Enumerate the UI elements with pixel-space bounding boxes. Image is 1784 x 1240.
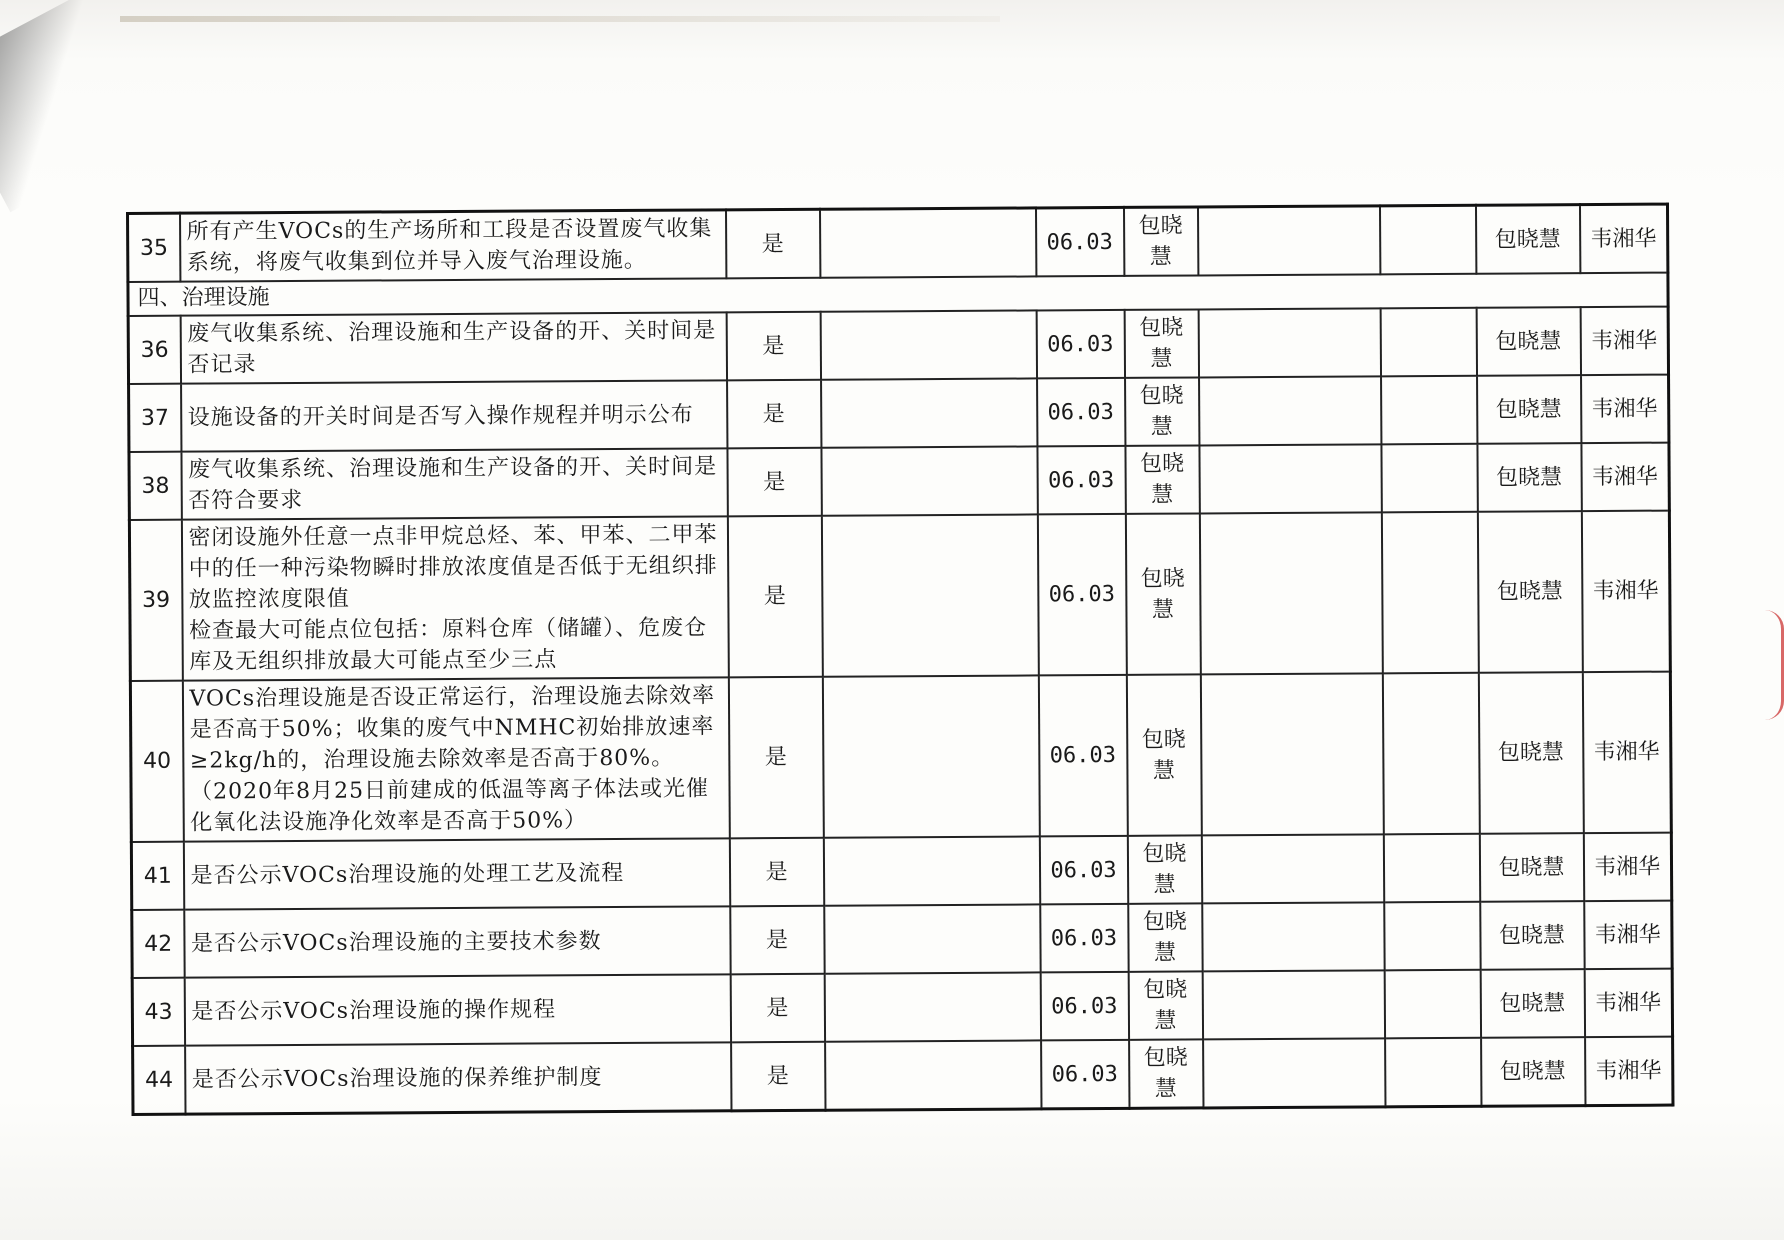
- empty-cell: [824, 904, 1040, 973]
- empty-cell: [819, 208, 1035, 278]
- table-row: [128, 204, 1668, 282]
- checklist-table-wrapper: [126, 203, 1674, 1116]
- check-result: 是: [730, 906, 824, 975]
- table-row: [131, 833, 1671, 910]
- empty-cell: [1383, 834, 1479, 903]
- check-date: 06.03: [1041, 1040, 1129, 1109]
- table-row: [132, 901, 1672, 978]
- checker-signature: 包晓慧: [1477, 375, 1581, 444]
- checker-signature: 包晓慧: [1476, 307, 1580, 376]
- checker-signature: 包晓慧: [1478, 672, 1583, 834]
- check-result: 是: [727, 516, 822, 678]
- row-number: 42: [132, 910, 184, 978]
- checker-signature: 包晓慧: [1477, 443, 1581, 512]
- check-result: 是: [727, 380, 821, 449]
- inspector-signature: 包晓慧: [1123, 207, 1197, 276]
- check-result: 是: [730, 974, 824, 1043]
- check-date: 06.03: [1039, 836, 1127, 905]
- empty-cell: [1199, 444, 1381, 513]
- row-number: 35: [128, 213, 180, 282]
- inspector-signature: 包晓慧: [1125, 445, 1199, 513]
- empty-cell: [1199, 376, 1381, 445]
- checker-signature: 包晓慧: [1481, 1037, 1585, 1106]
- reviewer-signature: 韦湘华: [1583, 833, 1671, 902]
- inspector-signature: 包晓慧: [1126, 674, 1201, 835]
- page-edge-shadow: [120, 16, 1000, 22]
- check-item: 所有产生VOCs的生产场所和工段是否设置废气收集系统，将废气收集到位并导入废气治理设施。: [180, 210, 726, 282]
- check-result: 是: [728, 677, 823, 839]
- reviewer-signature: 韦湘华: [1584, 969, 1672, 1038]
- check-result: 是: [726, 312, 820, 381]
- empty-cell: [823, 836, 1039, 905]
- check-item: 是否公示VOCs治理设施的处理工艺及流程: [183, 838, 729, 909]
- row-number: 43: [132, 978, 184, 1046]
- check-date: 06.03: [1037, 378, 1125, 447]
- empty-cell: [1198, 308, 1380, 377]
- empty-cell: [821, 514, 1038, 676]
- reviewer-signature: 韦湘华: [1581, 375, 1669, 444]
- reviewer-signature: 韦湘华: [1581, 443, 1669, 512]
- reviewer-signature: 韦湘华: [1585, 1037, 1673, 1106]
- checker-signature: 包晓慧: [1475, 205, 1579, 274]
- checker-signature: 包晓慧: [1480, 969, 1584, 1038]
- check-item: 设施设备的开关时间是否写入操作规程并明示公布: [181, 380, 727, 451]
- red-stamp-edge: [1765, 610, 1784, 720]
- empty-cell: [1201, 834, 1383, 903]
- empty-cell: [1203, 1038, 1385, 1108]
- empty-cell: [1381, 376, 1477, 445]
- checker-signature: 包晓慧: [1479, 833, 1583, 902]
- section-title: 四、治理设施: [128, 273, 1668, 316]
- empty-cell: [1197, 206, 1379, 276]
- check-item: VOCs治理设施是否设正常运行，治理设施去除效率是否高于50%；收集的废气中NMHC初始排放速率≥2kg/h的，治理设施去除效率是否高于80%。（2020年8月25日前建成的低温等离子体法或光催化氧化法设施净化效率是否高于50%）: [182, 677, 729, 841]
- reviewer-signature: 韦湘华: [1580, 307, 1668, 376]
- reviewer-signature: 韦湘华: [1581, 511, 1670, 673]
- table-row: [129, 443, 1669, 520]
- checker-signature: 包晓慧: [1480, 901, 1584, 970]
- empty-cell: [1200, 673, 1383, 835]
- checklist-table: [126, 203, 1674, 1116]
- check-date: 06.03: [1036, 310, 1124, 379]
- table-row: [133, 1037, 1673, 1115]
- check-date: 06.03: [1035, 207, 1123, 276]
- check-date: 06.03: [1038, 675, 1127, 837]
- check-item: 废气收集系统、治理设施和生产设备的开、关时间是否记录: [180, 312, 726, 383]
- empty-cell: [1381, 512, 1478, 674]
- check-result: 是: [725, 209, 819, 278]
- inspector-signature: 包晓慧: [1127, 835, 1201, 903]
- empty-cell: [824, 972, 1040, 1041]
- inspector-signature: 包晓慧: [1129, 1039, 1203, 1108]
- checker-signature: 包晓慧: [1477, 511, 1582, 673]
- empty-cell: [1381, 444, 1477, 513]
- row-number: 38: [129, 452, 181, 520]
- check-result: 是: [727, 448, 821, 517]
- row-number: 41: [131, 842, 183, 910]
- empty-cell: [1384, 970, 1480, 1039]
- check-date: 06.03: [1037, 446, 1125, 515]
- empty-cell: [822, 675, 1039, 837]
- empty-cell: [820, 310, 1036, 379]
- table-row: [129, 375, 1669, 452]
- empty-cell: [1199, 512, 1382, 674]
- check-item: 是否公示VOCs治理设施的主要技术参数: [184, 906, 730, 977]
- reviewer-signature: 韦湘华: [1582, 672, 1671, 834]
- check-item: 是否公示VOCs治理设施的操作规程: [184, 974, 730, 1045]
- empty-cell: [1385, 1038, 1481, 1107]
- table-row: [129, 511, 1670, 681]
- empty-cell: [1202, 902, 1384, 971]
- check-result: 是: [729, 838, 823, 907]
- table-row: [132, 969, 1672, 1046]
- check-item: [181, 516, 728, 680]
- empty-cell: [1379, 205, 1475, 274]
- check-result: 是: [731, 1042, 825, 1111]
- row-number: 39: [129, 520, 182, 681]
- check-item-note: 检查最大可能点位包括：原料仓库（储罐）、危废仓库及无组织排放最大可能点至少三点: [188, 615, 708, 675]
- empty-cell: [821, 378, 1037, 447]
- inspector-signature: 包晓慧: [1128, 971, 1202, 1039]
- reviewer-signature: 韦湘华: [1584, 901, 1672, 970]
- row-number: 40: [130, 681, 183, 842]
- reviewer-signature: 韦湘华: [1579, 204, 1667, 273]
- inspector-signature: 包晓慧: [1125, 377, 1199, 445]
- check-date: 06.03: [1037, 514, 1126, 676]
- check-date: 06.03: [1040, 972, 1128, 1041]
- check-item: 废气收集系统、治理设施和生产设备的开、关时间是否符合要求: [181, 448, 727, 519]
- table-row: [128, 307, 1668, 384]
- check-item: 是否公示VOCs治理设施的保养维护制度: [185, 1042, 731, 1114]
- row-number: 44: [133, 1046, 185, 1115]
- inspector-signature: 包晓慧: [1125, 513, 1200, 674]
- empty-cell: [1382, 673, 1479, 835]
- empty-cell: [1380, 308, 1476, 377]
- inspector-signature: 包晓慧: [1124, 309, 1198, 377]
- empty-cell: [1202, 970, 1384, 1039]
- empty-cell: [825, 1040, 1041, 1110]
- check-item-main: 密闭设施外任意一点非甲烷总烃、苯、甲苯、二甲苯中的任一种污染物瞬时排放浓度值是否低于无组织排放监控浓度限值: [188, 522, 718, 613]
- row-number: 36: [128, 316, 180, 384]
- empty-cell: [821, 446, 1037, 515]
- inspector-signature: 包晓慧: [1128, 903, 1202, 971]
- table-row: [130, 672, 1671, 842]
- row-number: 37: [129, 384, 181, 452]
- empty-cell: [1384, 902, 1480, 971]
- check-date: 06.03: [1040, 904, 1128, 973]
